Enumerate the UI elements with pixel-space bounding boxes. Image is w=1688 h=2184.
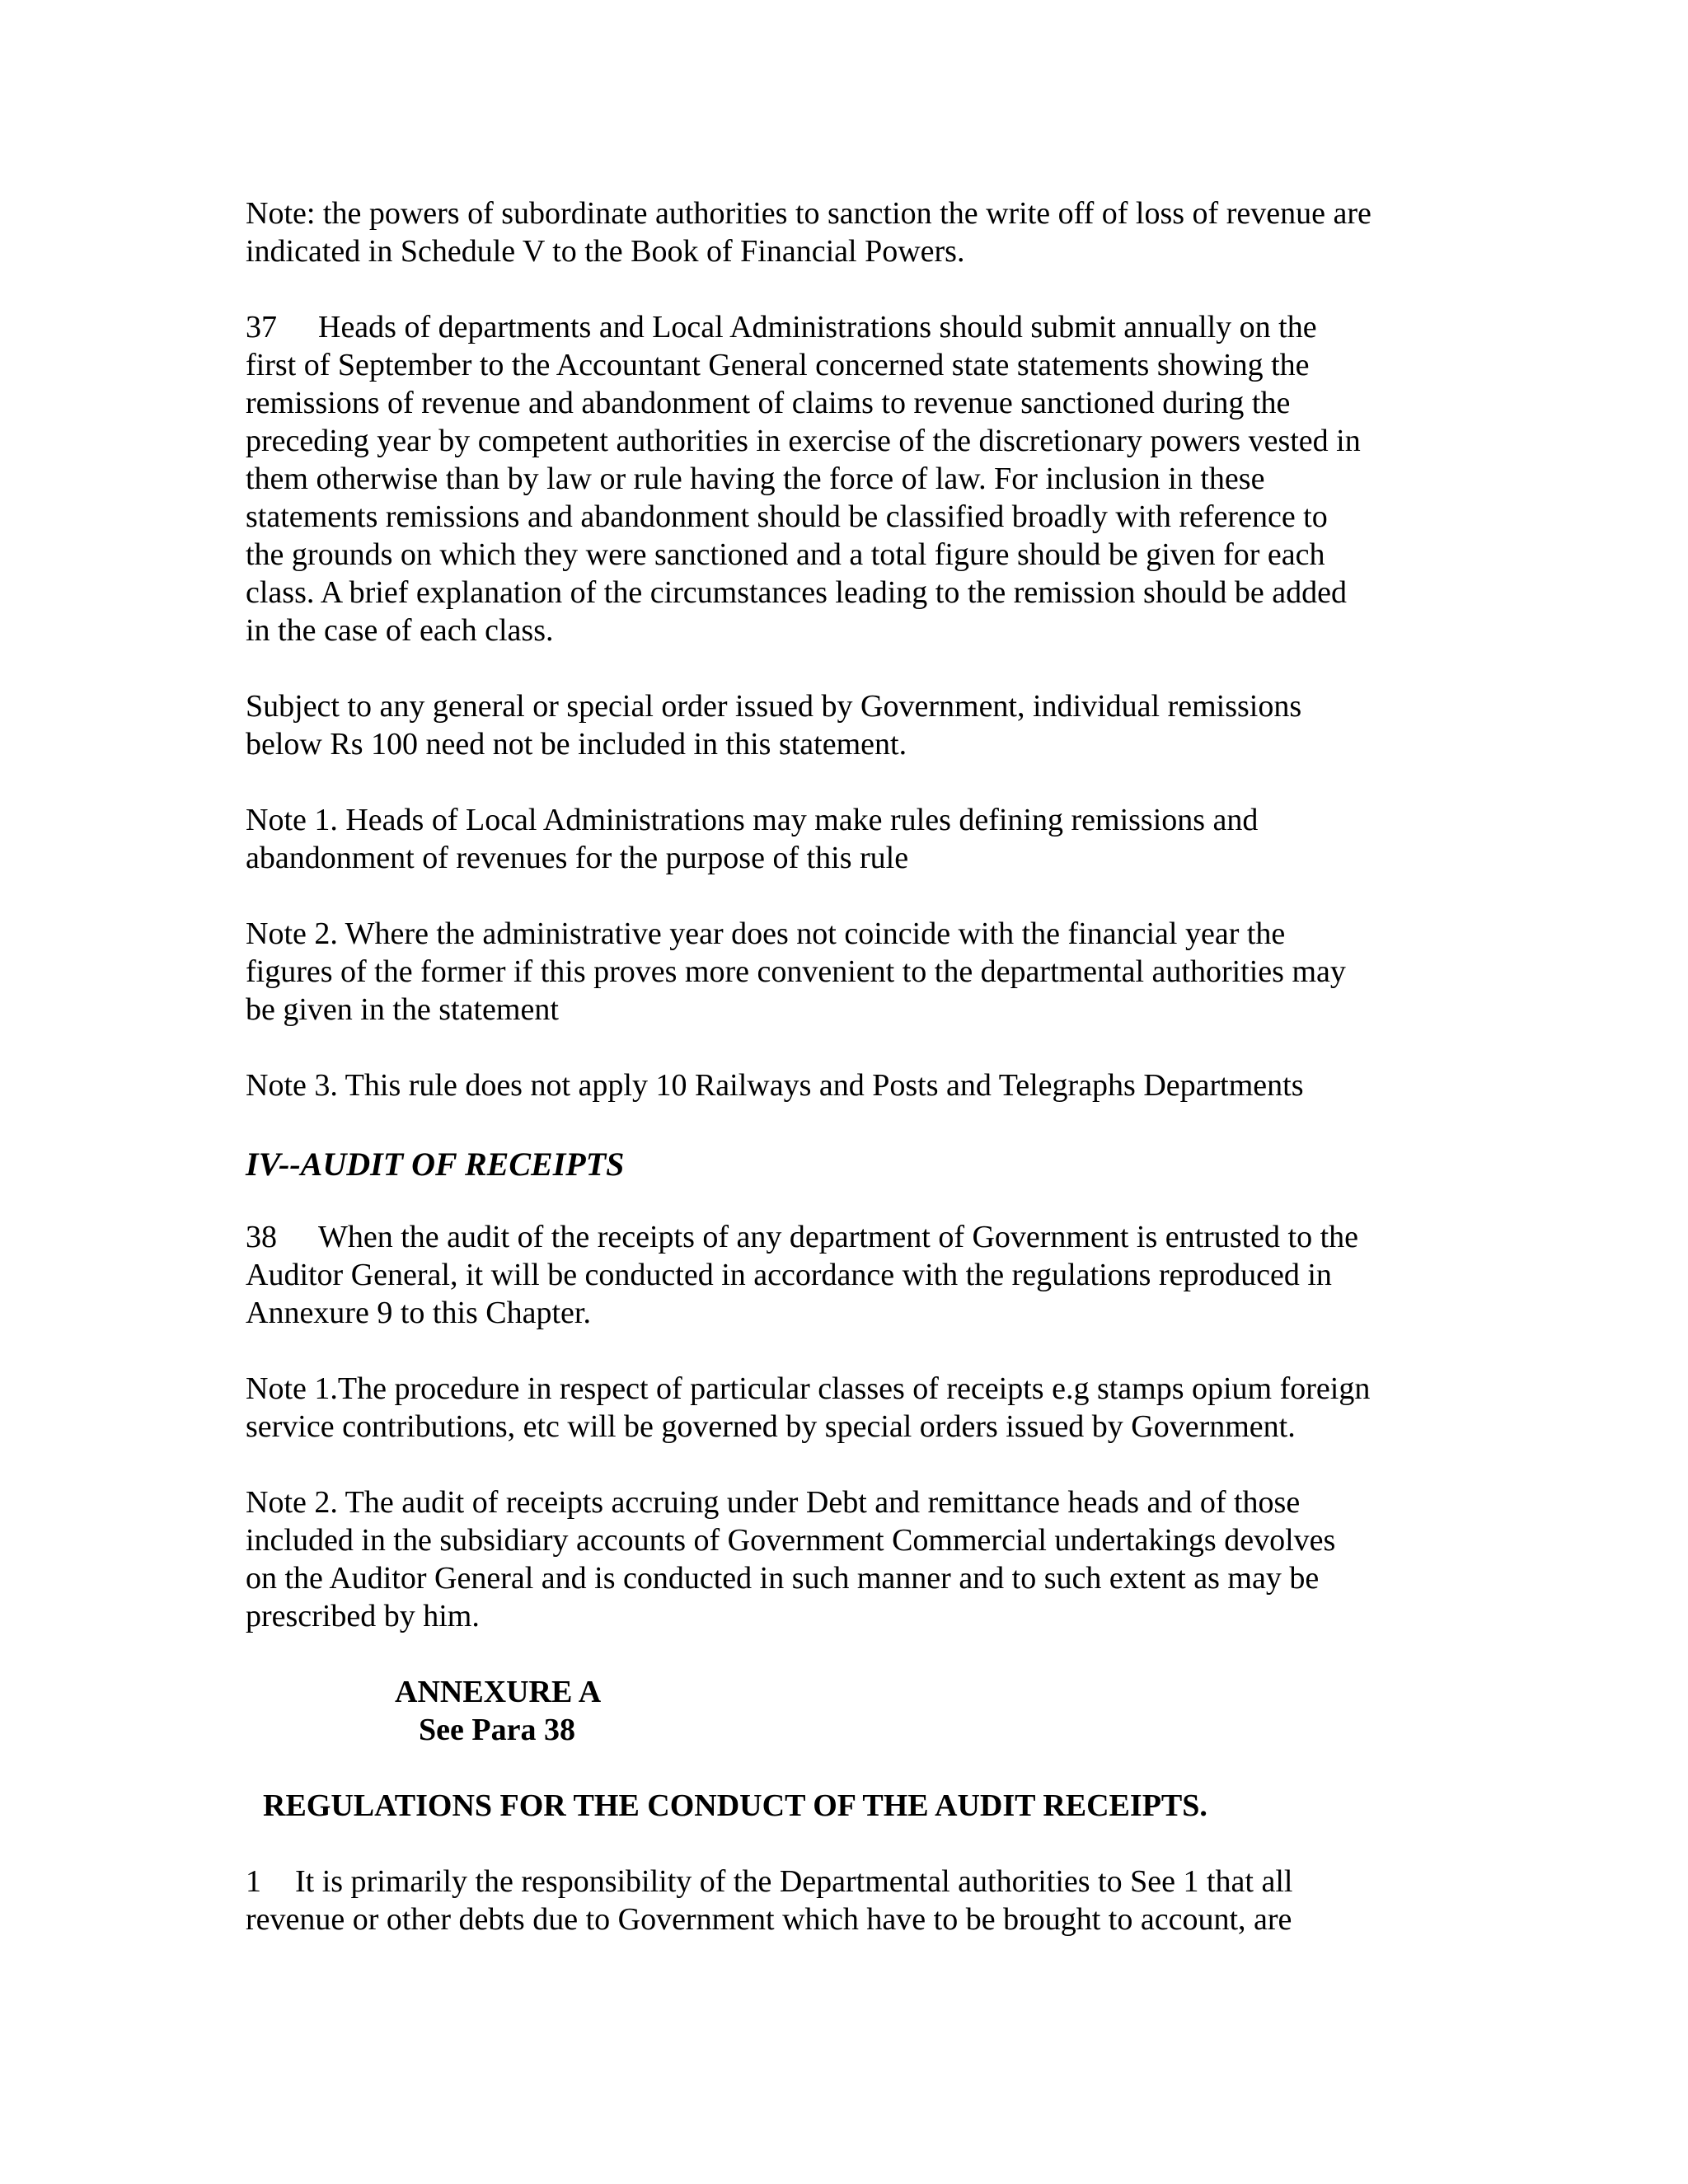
text-line: Note: the powers of subordinate authorities to sanction the write off of loss of revenue are — [246, 196, 1372, 231]
section-heading: IV--AUDIT OF RECEIPTS — [246, 1146, 625, 1183]
text-line: Note 2. The audit of receipts accruing under Debt and remittance heads and of those — [246, 1485, 1301, 1520]
text-line: remissions of revenue and abandonment of claims to revenue sanctioned during the — [246, 386, 1291, 420]
note-2 — [246, 915, 1449, 1029]
paragraph-number: 1 — [246, 1864, 261, 1899]
text-line: service contributions, etc will be governed by special orders issued by Government. — [246, 1409, 1296, 1444]
note-1-receipts — [246, 1370, 1449, 1446]
text-line: It is primarily the responsibility of the Departmental authorities to See 1 that all — [295, 1864, 1293, 1899]
text-line: be given in the statement — [246, 992, 559, 1027]
text-line: When the audit of the receipts of any department of Government is entrusted to the — [318, 1220, 1359, 1254]
annexure-title: ANNEXURE A — [395, 1675, 602, 1709]
note-1 — [246, 801, 1449, 877]
note-3 — [246, 1066, 1449, 1104]
paragraph-number: 38 — [246, 1220, 277, 1254]
text-line: class. A brief explanation of the circumstances leading to the remission should be added — [246, 575, 1347, 610]
text-line: included in the subsidiary accounts of Government Commercial undertakings devolves — [246, 1523, 1336, 1558]
text-line: prescribed by him. — [246, 1599, 480, 1633]
note-2-receipts — [246, 1483, 1449, 1635]
text-line: Annexure 9 to this Chapter. — [246, 1296, 591, 1330]
text-line: Note 1. Heads of Local Administrations may make rules defining remissions and — [246, 803, 1259, 837]
text-line: indicated in Schedule V to the Book of Financial Powers. — [246, 234, 965, 269]
text-line: preceding year by competent authorities in exercise of the discretionary powers vested in — [246, 424, 1361, 458]
text-line: the grounds on which they were sanctioned and a total figure should be given for each — [246, 537, 1325, 572]
text-line: statements remissions and abandonment should be classified broadly with reference to — [246, 499, 1328, 534]
text-line: Subject to any general or special order issued by Government, individual remissions — [246, 689, 1302, 724]
paragraph-subject — [246, 687, 1449, 763]
note-write-off-powers — [246, 194, 1449, 270]
text-line: figures of the former if this proves more convenient to the departmental authorities may — [246, 954, 1346, 989]
regulation-1 — [246, 1863, 1449, 1938]
text-line: them otherwise than by law or rule having the force of law. For inclusion in these — [246, 462, 1265, 496]
regulations-title: REGULATIONS FOR THE CONDUCT OF THE AUDIT RECEIPTS. — [263, 1788, 1207, 1823]
text-line: abandonment of revenues for the purpose of this rule — [246, 841, 909, 875]
text-line: on the Auditor General and is conducted in such manner and to such extent as may be — [246, 1561, 1320, 1596]
paragraph-37 — [246, 308, 1449, 649]
text-line: first of September to the Accountant General concerned state statements showing the — [246, 348, 1310, 382]
text-line: below Rs 100 need not be included in this statement. — [246, 727, 907, 762]
text-line: in the case of each class. — [246, 613, 554, 648]
annexure-reference: See Para 38 — [419, 1713, 575, 1747]
paragraph-number: 37 — [246, 310, 277, 344]
text-line: Heads of departments and Local Administrations should submit annually on the — [318, 310, 1317, 344]
text-line: revenue or other debts due to Government which have to be brought to account, are — [246, 1902, 1292, 1937]
paragraph-38 — [246, 1218, 1449, 1332]
text-line: Auditor General, it will be conducted in accordance with the regulations reproduced in — [246, 1258, 1332, 1292]
text-line: Note 3. This rule does not apply 10 Railways and Posts and Telegraphs Departments — [246, 1068, 1304, 1103]
text-line: Note 2. Where the administrative year does not coincide with the financial year the — [246, 916, 1286, 951]
text-line: Note 1.The procedure in respect of particular classes of receipts e.g stamps opium foreign — [246, 1371, 1371, 1406]
